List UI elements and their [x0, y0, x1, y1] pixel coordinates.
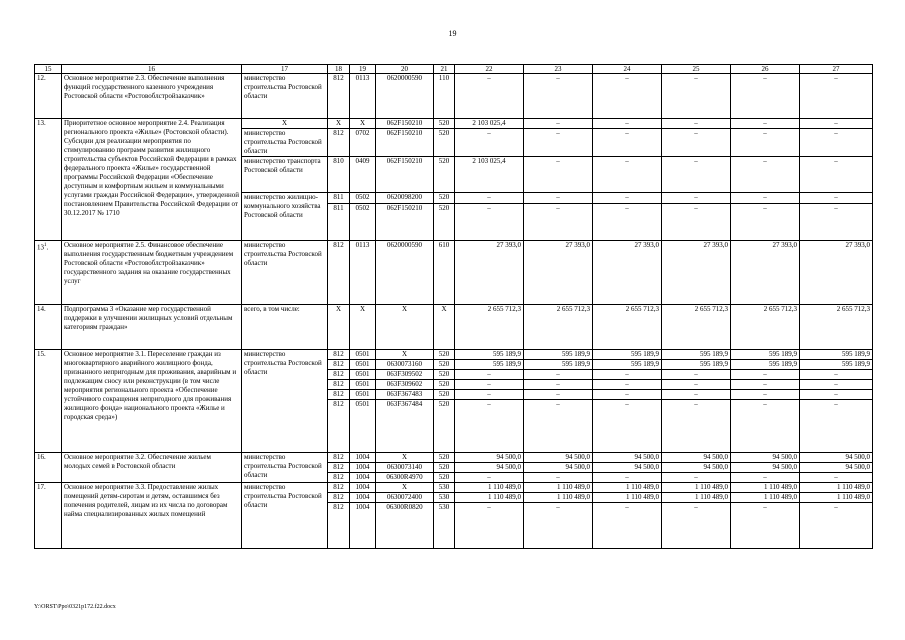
value-cell: 27 393,0: [731, 241, 800, 305]
csr-code: 062F150210: [376, 129, 434, 157]
csr-code: 06300R4970: [376, 473, 434, 483]
value-cell: –: [731, 390, 800, 400]
value-cell: 595 189,9: [800, 360, 873, 370]
header-row: [35, 65, 873, 74]
value-cell: –: [524, 473, 593, 483]
csr-code: 0630072400: [376, 493, 434, 503]
executor: министерство строительства Ростовской области: [242, 129, 328, 157]
vr-code: 520: [434, 193, 455, 204]
grbs-code: 812: [328, 129, 350, 157]
table-row: [35, 119, 873, 129]
vr-code: 520: [434, 473, 455, 483]
value-cell: 27 393,0: [800, 241, 873, 305]
rzpr-code: 0409: [350, 157, 376, 193]
rzpr-code: 0501: [350, 360, 376, 370]
value-cell: –: [800, 157, 873, 193]
value-cell: –: [731, 370, 800, 380]
value-cell: 2 655 712,3: [455, 305, 524, 350]
col-header: 21: [434, 65, 455, 74]
value-cell: 94 500,0: [800, 453, 873, 463]
vr-code: 530: [434, 483, 455, 493]
value-cell: –: [593, 157, 662, 193]
value-cell: 94 500,0: [593, 453, 662, 463]
csr-code: 063F367484: [376, 400, 434, 453]
row-number-suffix: .: [46, 243, 49, 252]
value-cell: 1 110 489,0: [524, 493, 593, 503]
page-number: 19: [448, 29, 457, 38]
value-cell: –: [731, 503, 800, 549]
col-header: 22: [455, 65, 524, 74]
grbs-code: 812: [328, 453, 350, 463]
executor: министерство жилищно-коммунального хозяйства Ростовской области: [242, 193, 328, 241]
value-cell: 94 500,0: [731, 463, 800, 473]
value-cell: –: [593, 129, 662, 157]
rzpr-code: 1004: [350, 463, 376, 473]
grbs-code: 812: [328, 74, 350, 119]
grbs-code: 811: [328, 193, 350, 204]
row-number: 12.: [35, 74, 62, 119]
value-cell: 2 103 025,4: [455, 157, 524, 193]
executor: всего, в том числе:: [242, 305, 328, 350]
value-cell: –: [593, 503, 662, 549]
vr-code: 520: [434, 400, 455, 453]
rzpr-code: 1004: [350, 503, 376, 549]
value-cell: –: [662, 119, 731, 129]
value-cell: –: [800, 390, 873, 400]
executor: министерство строительства Ростовской области: [242, 74, 328, 119]
value-cell: –: [524, 400, 593, 453]
value-cell: 94 500,0: [455, 453, 524, 463]
value-cell: 595 189,9: [524, 360, 593, 370]
measure-name: Основное мероприятие 2.3. Обеспечение выполнения функций государственного казенного учреждения Ростовской области «Ростовоблстройзаказчик»: [62, 74, 242, 119]
executor: министерство строительства Ростовской области: [242, 483, 328, 549]
value-cell: –: [800, 400, 873, 453]
csr-code: 062F150210: [376, 157, 434, 193]
executor: министерство транспорта Ростовской области: [242, 157, 328, 193]
grbs-code: 811: [328, 204, 350, 241]
value-cell: 27 393,0: [524, 241, 593, 305]
rzpr-code: 0113: [350, 74, 376, 119]
value-cell: –: [800, 370, 873, 380]
rzpr-code: 0501: [350, 400, 376, 453]
value-cell: –: [593, 380, 662, 390]
vr-code: 520: [434, 119, 455, 129]
value-cell: 1 110 489,0: [731, 493, 800, 503]
value-cell: 27 393,0: [455, 241, 524, 305]
rzpr-code: 1004: [350, 483, 376, 493]
vr-code: Х: [434, 305, 455, 350]
grbs-code: 812: [328, 380, 350, 390]
grbs-code: 812: [328, 350, 350, 360]
value-cell: –: [455, 370, 524, 380]
value-cell: –: [731, 193, 800, 204]
value-cell: –: [662, 473, 731, 483]
value-cell: –: [524, 129, 593, 157]
value-cell: –: [662, 129, 731, 157]
rzpr-code: 1004: [350, 453, 376, 463]
value-cell: –: [800, 503, 873, 549]
rzpr-code: 0502: [350, 193, 376, 204]
rzpr-code: 0501: [350, 370, 376, 380]
value-cell: 1 110 489,0: [800, 483, 873, 493]
value-cell: 94 500,0: [731, 453, 800, 463]
csr-code: Х: [376, 350, 434, 360]
value-cell: –: [800, 74, 873, 119]
value-cell: –: [731, 74, 800, 119]
value-cell: 94 500,0: [800, 463, 873, 473]
csr-code: 0630073160: [376, 360, 434, 370]
file-path-footer: Y:\ORST\Ppo\0321p172.f22.docx: [34, 604, 116, 610]
table-row: [35, 241, 873, 305]
row-number: 17.: [35, 483, 62, 549]
value-cell: 1 110 489,0: [455, 493, 524, 503]
value-cell: 1 110 489,0: [455, 483, 524, 493]
value-cell: 27 393,0: [662, 241, 731, 305]
row-number: [35, 241, 62, 305]
rzpr-code: 1004: [350, 473, 376, 483]
value-cell: –: [524, 157, 593, 193]
col-header: 20: [376, 65, 434, 74]
col-header: 24: [593, 65, 662, 74]
csr-code: 0630073140: [376, 463, 434, 473]
measure-name: Приоритетное основное мероприятие 2.4. Реализация регионального проекта «Жилье» (Ростовской области). Субсидии для реализации мероприятия по стимулированию программ развития жилищного строительства субъектов Российской Федерации в рамках федерального проекта «Жилье» государственной программы Российской Федерации «Обеспечение доступным и комфортным жильем и коммунальными услугами граждан Российской Федерации», утвержденной постановлением Правительства Российской Федерации от 30.12.2017 № 1710: [62, 119, 242, 241]
value-cell: –: [593, 74, 662, 119]
value-cell: 2 655 712,3: [662, 305, 731, 350]
value-cell: –: [731, 380, 800, 390]
vr-code: 520: [434, 370, 455, 380]
value-cell: 595 189,9: [800, 350, 873, 360]
value-cell: 94 500,0: [662, 453, 731, 463]
csr-code: 06300R0820: [376, 503, 434, 549]
value-cell: –: [455, 380, 524, 390]
csr-code: 0620000590: [376, 241, 434, 305]
col-header: 18: [328, 65, 350, 74]
csr-code: 063F309602: [376, 380, 434, 390]
value-cell: 2 655 712,3: [800, 305, 873, 350]
value-cell: 1 110 489,0: [593, 493, 662, 503]
csr-code: Х: [376, 305, 434, 350]
grbs-code: 812: [328, 400, 350, 453]
vr-code: 520: [434, 463, 455, 473]
vr-code: 530: [434, 493, 455, 503]
measure-name: Основное мероприятие 2.5. Финансовое обеспечение выполнения государственным бюджетным учреждением Ростовской области «Ростовоблстройзаказчик» государственного задания на оказание государственных услуг: [62, 241, 242, 305]
value-cell: –: [593, 370, 662, 380]
value-cell: –: [800, 129, 873, 157]
executor: министерство строительства Ростовской области: [242, 350, 328, 453]
rzpr-code: 0502: [350, 204, 376, 241]
vr-code: 520: [434, 204, 455, 241]
value-cell: 595 189,9: [524, 350, 593, 360]
value-cell: –: [593, 204, 662, 241]
value-cell: –: [800, 204, 873, 241]
measure-name: Основное мероприятие 3.3. Предоставление жилых помещений детям-сиротам и детям, оставшимся без попечения родителей, лицам из их числа по договорам найма специализированных жилых помещений: [62, 483, 242, 549]
value-cell: –: [662, 157, 731, 193]
grbs-code: 812: [328, 390, 350, 400]
table-row: [35, 74, 873, 119]
value-cell: –: [455, 400, 524, 453]
value-cell: –: [593, 400, 662, 453]
row-number-main: 13: [37, 243, 44, 252]
value-cell: –: [800, 193, 873, 204]
value-cell: –: [731, 119, 800, 129]
value-cell: –: [731, 400, 800, 453]
value-cell: 595 189,9: [593, 360, 662, 370]
vr-code: 110: [434, 74, 455, 119]
csr-code: Х: [376, 483, 434, 493]
col-header: 16: [62, 65, 242, 74]
vr-code: 520: [434, 360, 455, 370]
row-number: 15.: [35, 350, 62, 453]
table-row: [35, 453, 873, 463]
value-cell: –: [524, 74, 593, 119]
value-cell: –: [662, 390, 731, 400]
value-cell: –: [593, 473, 662, 483]
csr-code: 0620000590: [376, 74, 434, 119]
vr-code: 520: [434, 380, 455, 390]
value-cell: 1 110 489,0: [524, 483, 593, 493]
value-cell: 2 655 712,3: [731, 305, 800, 350]
vr-code: 520: [434, 157, 455, 193]
value-cell: –: [455, 473, 524, 483]
col-header: 27: [800, 65, 873, 74]
value-cell: 94 500,0: [662, 463, 731, 473]
value-cell: –: [800, 119, 873, 129]
col-header: 25: [662, 65, 731, 74]
grbs-code: Х: [328, 305, 350, 350]
value-cell: –: [731, 129, 800, 157]
vr-code: 530: [434, 503, 455, 549]
grbs-code: Х: [328, 119, 350, 129]
value-cell: 595 189,9: [455, 360, 524, 370]
value-cell: –: [662, 74, 731, 119]
rzpr-code: 0501: [350, 350, 376, 360]
value-cell: 2 655 712,3: [593, 305, 662, 350]
row-number: 14.: [35, 305, 62, 350]
value-cell: –: [524, 204, 593, 241]
rzpr-code: 0501: [350, 380, 376, 390]
value-cell: –: [662, 503, 731, 549]
col-header: 26: [731, 65, 800, 74]
value-cell: 595 189,9: [731, 360, 800, 370]
value-cell: –: [524, 370, 593, 380]
grbs-code: 812: [328, 483, 350, 493]
csr-code: 0620098200: [376, 193, 434, 204]
value-cell: 1 110 489,0: [662, 483, 731, 493]
value-cell: 94 500,0: [593, 463, 662, 473]
value-cell: 595 189,9: [455, 350, 524, 360]
vr-code: 520: [434, 390, 455, 400]
value-cell: –: [455, 204, 524, 241]
grbs-code: 812: [328, 370, 350, 380]
value-cell: –: [662, 380, 731, 390]
rzpr-code: 1004: [350, 493, 376, 503]
executor: министерство строительства Ростовской области: [242, 453, 328, 483]
vr-code: 610: [434, 241, 455, 305]
value-cell: 595 189,9: [662, 360, 731, 370]
col-header: 17: [242, 65, 328, 74]
value-cell: –: [662, 204, 731, 241]
value-cell: 1 110 489,0: [662, 493, 731, 503]
table-row: [35, 483, 873, 493]
rzpr-code: 0702: [350, 129, 376, 157]
value-cell: –: [731, 204, 800, 241]
table-row: [35, 305, 873, 350]
grbs-code: 812: [328, 241, 350, 305]
csr-code: 063F367483: [376, 390, 434, 400]
vr-code: 520: [434, 129, 455, 157]
measure-name: Подпрограмма 3 «Оказание мер государственной поддержки в улучшении жилищных условий отдельным категориям граждан»: [62, 305, 242, 350]
value-cell: –: [455, 129, 524, 157]
measure-name: Основное мероприятие 3.2. Обеспечение жильем молодых семей в Ростовской области: [62, 453, 242, 483]
value-cell: –: [593, 193, 662, 204]
value-cell: –: [731, 157, 800, 193]
rzpr-code: 0501: [350, 390, 376, 400]
value-cell: 1 110 489,0: [593, 483, 662, 493]
value-cell: –: [662, 193, 731, 204]
value-cell: 1 110 489,0: [731, 483, 800, 493]
value-cell: –: [524, 503, 593, 549]
row-number-superscript: 1: [44, 243, 47, 248]
value-cell: –: [593, 390, 662, 400]
vr-code: 520: [434, 453, 455, 463]
value-cell: 27 393,0: [593, 241, 662, 305]
csr-code: Х: [376, 453, 434, 463]
value-cell: –: [524, 193, 593, 204]
grbs-code: 810: [328, 157, 350, 193]
value-cell: 2 103 025,4: [455, 119, 524, 129]
value-cell: 595 189,9: [731, 350, 800, 360]
grbs-code: 812: [328, 360, 350, 370]
value-cell: 2 655 712,3: [524, 305, 593, 350]
vr-code: 520: [434, 350, 455, 360]
table-row: [35, 350, 873, 360]
value-cell: 94 500,0: [455, 463, 524, 473]
rzpr-code: Х: [350, 305, 376, 350]
measure-name: Основное мероприятие 3.1. Переселение граждан из многоквартирного аварийного жилищного фонда, признанного непригодным для проживания, аварийным и подлежащим сносу или реконструкции (в том числе мероприятия регионального проекта «Обеспечение устойчивого сокращения непригодного для проживания жилищного фонда» национального проекта «Жилье и городская среда»): [62, 350, 242, 453]
value-cell: 595 189,9: [662, 350, 731, 360]
value-cell: –: [524, 390, 593, 400]
value-cell: –: [455, 74, 524, 119]
value-cell: 94 500,0: [524, 463, 593, 473]
value-cell: –: [593, 119, 662, 129]
col-header: 23: [524, 65, 593, 74]
value-cell: –: [731, 473, 800, 483]
budget-table: [34, 64, 873, 549]
rzpr-code: Х: [350, 119, 376, 129]
col-header: 15: [35, 65, 62, 74]
row-number: 13.: [35, 119, 62, 241]
value-cell: –: [800, 380, 873, 390]
executor: министерство строительства Ростовской области: [242, 241, 328, 305]
csr-code: 062F150210: [376, 204, 434, 241]
csr-code: 063F309502: [376, 370, 434, 380]
value-cell: –: [455, 503, 524, 549]
grbs-code: 812: [328, 503, 350, 549]
row-number: 16.: [35, 453, 62, 483]
csr-code: 062F150210: [376, 119, 434, 129]
rzpr-code: 0113: [350, 241, 376, 305]
value-cell: 1 110 489,0: [800, 493, 873, 503]
value-cell: –: [524, 380, 593, 390]
value-cell: 94 500,0: [524, 453, 593, 463]
grbs-code: 812: [328, 493, 350, 503]
value-cell: –: [662, 370, 731, 380]
value-cell: –: [800, 473, 873, 483]
executor: Х: [242, 119, 328, 129]
grbs-code: 812: [328, 463, 350, 473]
value-cell: –: [662, 400, 731, 453]
value-cell: –: [524, 119, 593, 129]
value-cell: –: [455, 390, 524, 400]
value-cell: –: [455, 193, 524, 204]
col-header: 19: [350, 65, 376, 74]
value-cell: 595 189,9: [593, 350, 662, 360]
grbs-code: 812: [328, 473, 350, 483]
